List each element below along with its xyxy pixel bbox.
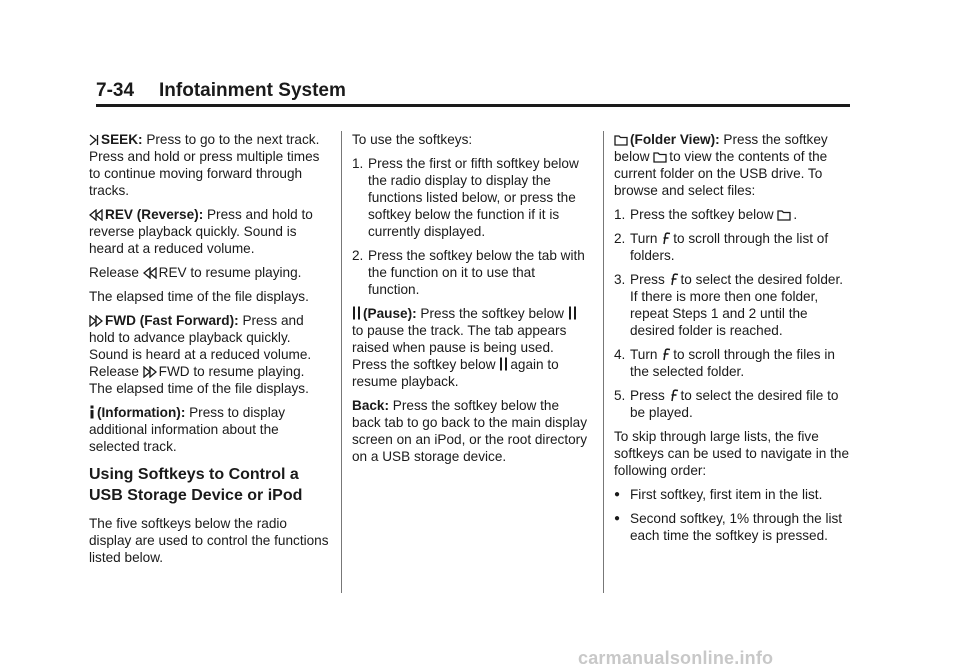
step-text: [630, 206, 854, 223]
seek-next-icon: [89, 134, 99, 146]
seek-paragraph: [89, 131, 331, 199]
folder-view-paragraph: [614, 131, 854, 199]
rev-text: Press and hold to reverse playback quickly. Sound is heard at a reduced volume.: [89, 207, 313, 256]
step-text: [630, 346, 854, 380]
page-number: 7-34: [96, 80, 135, 101]
step-number: 5.: [614, 388, 626, 403]
list-item: [614, 230, 854, 264]
fwd-label: FWD (Fast Forward):: [105, 313, 239, 328]
info-paragraph: [89, 404, 331, 455]
pause-text-b: to pause the track. The tab appears raised when pause is being used. Press the softkey below: [352, 323, 567, 372]
info-text: Press to display additional information about the selected track.: [89, 405, 286, 454]
tune-knob-icon: [669, 273, 679, 286]
list-item: [614, 346, 854, 380]
pause-paragraph: [352, 305, 588, 390]
rewind-icon: [89, 209, 103, 221]
folder-icon: [777, 209, 791, 221]
pause-icon: [499, 357, 508, 371]
back-text: Press the softkey below the back tab to go back to the main display screen on an iPod, or the root directory on a USB storage device.: [352, 398, 588, 464]
step-text: [630, 230, 854, 264]
step-text-b: to select the desired folder. If there is more then one folder, repeat Steps 1 and 2 until the desired folder is reached.: [630, 272, 843, 338]
column-divider-1: [341, 131, 342, 593]
info-label: (Information):: [97, 405, 186, 420]
step-number: 4.: [614, 347, 626, 362]
step-text-a: Press: [630, 272, 669, 287]
step-text: [630, 387, 854, 421]
section-title: Infotainment System: [159, 80, 346, 101]
elapsed-paragraph: The elapsed time of the file displays.: [89, 289, 309, 304]
pause-text-a: Press the softkey below: [416, 306, 568, 321]
step-text: [630, 271, 854, 339]
step-text-b: to scroll through the list of folders.: [630, 231, 829, 263]
watermark: carmanualsonline.info: [578, 648, 774, 668]
fwd-text: Press and hold to advance playback quickly. Sound is heard at a reduced volume. Release: [89, 313, 312, 379]
list-item: [614, 387, 854, 421]
rev-release-paragraph: [89, 264, 331, 281]
bullet-icon: ●: [614, 489, 621, 500]
step-text-a: Press the softkey below: [630, 207, 778, 222]
column-2: [352, 131, 588, 472]
list-item: [614, 271, 854, 339]
fwd-text-b: FWD to resume playing. The elapsed time of the file displays.: [89, 364, 309, 396]
fwd-paragraph: [89, 312, 331, 397]
list-item: [352, 155, 588, 240]
fast-forward-icon: [89, 315, 103, 327]
rev-label: REV (Reverse):: [105, 207, 204, 222]
intro-paragraph: The five softkeys below the radio display are used to control the functions listed below.: [89, 516, 329, 565]
step-number: 1.: [352, 156, 364, 171]
fast-forward-icon: [143, 366, 157, 378]
list-item: [614, 206, 854, 223]
header-rule: [96, 104, 850, 107]
column-divider-2: [603, 131, 604, 593]
folder-icon: [614, 134, 628, 146]
tune-knob-icon: [669, 389, 679, 402]
tune-knob-icon: [661, 232, 671, 245]
step-text-b: to scroll through the files in the selected folder.: [630, 347, 835, 379]
step-text-b: to select the desired file to be played.: [630, 388, 839, 420]
folder-icon: [653, 151, 667, 163]
pause-icon: [352, 306, 361, 320]
step-text: Press the softkey below the tab with the function on it to use that function.: [368, 248, 585, 297]
seek-label: SEEK:: [101, 132, 143, 147]
bullet-text: Second softkey, 1% through the list each time the softkey is pressed.: [630, 511, 843, 543]
tune-knob-icon: [661, 348, 671, 361]
folder-view-text-b: to view the contents of the current folder on the USB drive. To browse and select files:: [614, 149, 828, 198]
rewind-icon: [143, 267, 157, 279]
step-text-a: Turn: [630, 347, 662, 362]
list-item: [614, 510, 854, 544]
column-1: [89, 131, 331, 573]
pause-text-c: again to resume playback.: [352, 357, 559, 389]
step-text-a: Turn: [630, 231, 662, 246]
step-text-a: Press: [630, 388, 669, 403]
skip-paragraph: To skip through large lists, the five softkeys can be used to navigate in the following order:: [614, 429, 850, 478]
rev-release-text-a: Release: [89, 265, 143, 280]
back-label: Back:: [352, 398, 390, 413]
info-icon: [89, 405, 95, 419]
step-number: 2.: [352, 248, 364, 263]
bullet-icon: ●: [614, 513, 621, 524]
back-paragraph: [352, 397, 588, 465]
step-text-b: .: [793, 207, 798, 222]
step-number: 3.: [614, 272, 626, 287]
section-heading: Using Softkeys to Control a USB Storage Device or iPod: [89, 466, 303, 504]
folder-view-label: (Folder View):: [630, 132, 720, 147]
step-number: 1.: [614, 207, 626, 222]
rev-paragraph: [89, 206, 331, 257]
use-softkeys-paragraph: To use the softkeys:: [352, 132, 473, 147]
folder-view-text-a: Press the softkey below: [614, 132, 828, 164]
seek-text: Press to go to the next track. Press and hold or press multiple times to continue moving forward through tracks.: [89, 132, 320, 198]
list-item: [614, 486, 854, 503]
step-number: 2.: [614, 231, 626, 246]
list-item: [352, 247, 588, 298]
bullet-text: First softkey, first item in the list.: [630, 487, 823, 502]
step-text: Press the first or fifth softkey below the radio display to display the functions listed below, or press the softkey below the function if it is currently displayed.: [368, 156, 579, 239]
pause-label: (Pause):: [363, 306, 417, 321]
column-3: [614, 131, 854, 551]
rev-release-text-b: REV to resume playing.: [158, 265, 302, 280]
pause-icon: [568, 306, 577, 320]
